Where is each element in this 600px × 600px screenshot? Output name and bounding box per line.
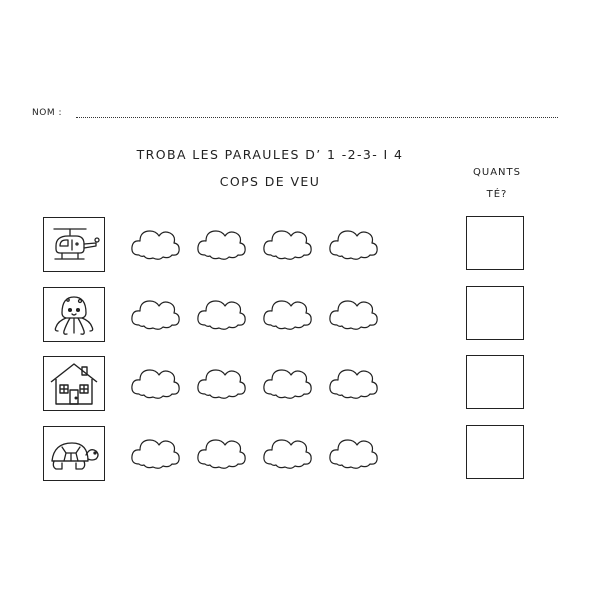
picture-box-helicopter	[43, 217, 105, 272]
answer-box-4[interactable]	[466, 425, 524, 479]
cloud-icon	[261, 362, 313, 402]
cloud-icon	[129, 293, 181, 333]
picture-box-house	[43, 356, 105, 411]
worksheet-subtitle: COPS DE VEU	[219, 174, 321, 189]
syllable-cloud[interactable]	[261, 432, 313, 472]
answer-box-1[interactable]	[466, 216, 524, 270]
syllable-cloud[interactable]	[129, 223, 181, 263]
syllable-cloud[interactable]	[261, 293, 313, 333]
cloud-icon	[261, 293, 313, 333]
cloud-icon	[327, 293, 379, 333]
syllable-cloud[interactable]	[195, 293, 247, 333]
cloud-icon	[195, 362, 247, 402]
syllable-cloud[interactable]	[261, 362, 313, 402]
cloud-icon	[195, 293, 247, 333]
syllable-cloud[interactable]	[129, 362, 181, 402]
octopus-icon	[48, 291, 100, 339]
cloud-icon	[327, 362, 379, 402]
cloud-icon	[195, 223, 247, 263]
house-icon	[47, 360, 101, 408]
answer-box-3[interactable]	[466, 355, 524, 409]
cloud-icon	[261, 432, 313, 472]
syllable-cloud[interactable]	[195, 432, 247, 472]
cloud-icon	[129, 432, 181, 472]
cloud-icon	[129, 362, 181, 402]
syllable-cloud[interactable]	[327, 223, 379, 263]
syllable-cloud[interactable]	[327, 432, 379, 472]
syllable-cloud[interactable]	[261, 223, 313, 263]
picture-box-octopus	[43, 287, 105, 342]
cloud-icon	[129, 223, 181, 263]
cloud-icon	[327, 432, 379, 472]
syllable-cloud[interactable]	[327, 293, 379, 333]
cloud-icon	[261, 223, 313, 263]
syllable-cloud[interactable]	[327, 362, 379, 402]
picture-box-turtle	[43, 426, 105, 481]
helicopter-icon	[46, 222, 102, 268]
syllable-cloud[interactable]	[195, 223, 247, 263]
syllable-cloud[interactable]	[129, 432, 181, 472]
cloud-icon	[195, 432, 247, 472]
syllable-cloud[interactable]	[195, 362, 247, 402]
worksheet-title: TROBA LES PARAULES D’ 1 -2-3- I 4	[136, 147, 404, 162]
answer-header-line1: QUANTS	[473, 167, 521, 178]
answer-box-2[interactable]	[466, 286, 524, 340]
syllable-cloud[interactable]	[129, 293, 181, 333]
answer-header-line2: TÉ?	[486, 189, 508, 200]
name-label: NOM :	[32, 108, 62, 118]
turtle-icon	[46, 431, 102, 477]
cloud-icon	[327, 223, 379, 263]
